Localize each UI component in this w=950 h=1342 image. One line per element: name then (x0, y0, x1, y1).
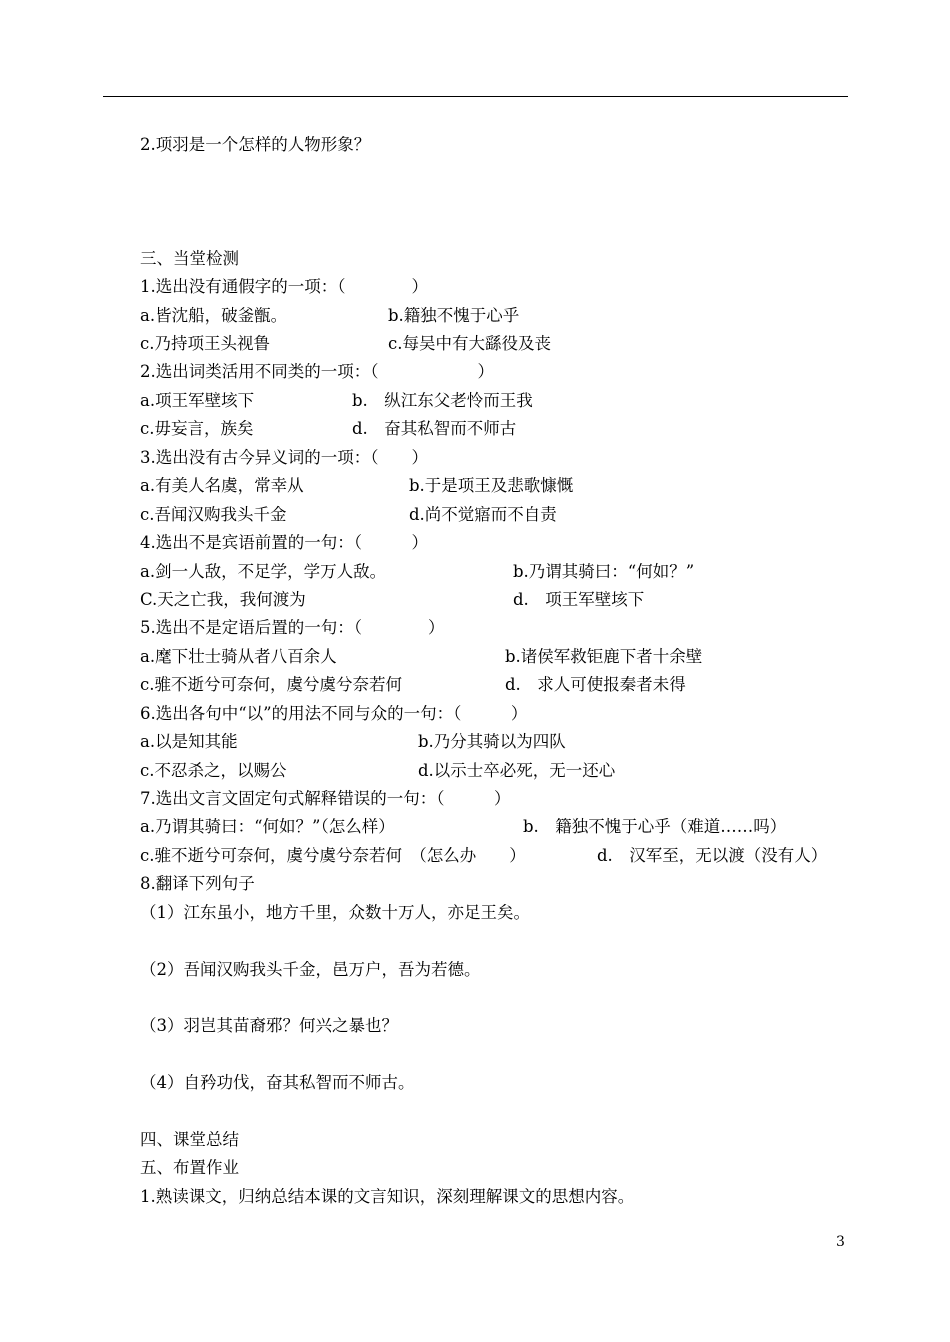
q4-option-a: a.剑一人敌，不足学，学万人敌。 (140, 562, 387, 581)
section-3-heading: 三、当堂检测 (140, 249, 239, 268)
question-2-prev: 2.项羽是一个怎样的人物形象？ (140, 135, 371, 154)
q8-sentence-3: （3）羽岂其苗裔邪？何兴之暴也？ (140, 1016, 398, 1035)
q4-option-b: b.乃谓其骑曰：“何如？” (513, 562, 695, 581)
q1-option-c1: c.乃持项王头视鲁 (140, 334, 270, 353)
q2-option-d: d. 奋其私智而不师古 (352, 419, 517, 438)
q7-stem: 7.选出文言文固定句式解释错误的一句：（ ） (140, 789, 511, 808)
q1-option-c2: c.每吴中有大繇役及丧 (388, 334, 551, 353)
q6-stem: 6.选出各句中“以”的用法不同与众的一句：（ ） (140, 704, 528, 723)
q4-option-c: C.天之亡我，我何渡为 (140, 590, 306, 609)
q5-option-a: a.麾下壮士骑从者八百余人 (140, 647, 337, 666)
q3-option-c: c.吾闻汉购我头千金 (140, 505, 287, 524)
section-4-heading: 四、课堂总结 (140, 1130, 239, 1149)
homework-item-1: 1.熟读课文，归纳总结本课的文言知识，深刻理解课文的思想内容。 (140, 1187, 635, 1206)
q6-option-b: b.乃分其骑以为四队 (418, 732, 566, 751)
q6-option-c: c.不忍杀之，以赐公 (140, 761, 287, 780)
q7-option-a: a.乃谓其骑曰：“何如？”（怎么样） (140, 817, 395, 836)
q4-stem: 4.选出不是宾语前置的一句：（ ） (140, 533, 428, 552)
q8-sentence-1: （1）江东虽小，地方千里，众数十万人，亦足王矣。 (140, 903, 530, 922)
q8-stem: 8.翻译下列句子 (140, 874, 255, 893)
q3-option-b: b.于是项王及悲歌慷慨 (409, 476, 574, 495)
q8-sentence-2: （2）吾闻汉购我头千金，邑万户，吾为若德。 (140, 960, 481, 979)
q1-option-a: a.皆沈船，破釜甑。 (140, 306, 288, 325)
q7-option-b: b. 籍独不愧于心乎（难道……吗） (523, 817, 787, 836)
q5-option-d: d. 求人可使报秦者未得 (505, 675, 686, 694)
q4-option-d: d. 项王军壁垓下 (513, 590, 645, 609)
q2-stem: 2.选出词类活用不同类的一项：（ ） (140, 362, 494, 381)
q6-option-a: a.以是知其能 (140, 732, 238, 751)
q6-option-d: d.以示士卒必死，无一还心 (418, 761, 616, 780)
q5-stem: 5.选出不是定语后置的一句：（ ） (140, 618, 445, 637)
q7-option-c: c.骓不逝兮可奈何，虞兮虞兮奈若何 （怎么办 ） (140, 846, 526, 865)
q2-option-c: c.毋妄言，族矣 (140, 419, 254, 438)
q1-option-b: b.籍独不愧于心乎 (388, 306, 520, 325)
q1-stem: 1.选出没有通假字的一项：（ ） (140, 277, 428, 296)
q5-option-c: c.骓不逝兮可奈何，虞兮虞兮奈若何 (140, 675, 402, 694)
q8-sentence-4: （4）自矜功伐，奋其私智而不师古。 (140, 1073, 415, 1092)
header-rule (103, 96, 848, 97)
q3-option-d: d.尚不觉寤而不自责 (409, 505, 557, 524)
q5-option-b: b.诸侯军救钜鹿下者十余壁 (505, 647, 703, 666)
section-5-heading: 五、布置作业 (140, 1158, 239, 1177)
q2-option-a: a.项王军壁垓下 (140, 391, 255, 410)
q3-stem: 3.选出没有古今异义词的一项：（ ） (140, 448, 428, 467)
q7-option-d: d. 汉军至，无以渡（没有人） (597, 846, 828, 865)
q2-option-b: b. 纵江东父老怜而王我 (352, 391, 533, 410)
q3-option-a: a.有美人名虞，常幸从 (140, 476, 304, 495)
page-number: 3 (836, 1234, 845, 1250)
